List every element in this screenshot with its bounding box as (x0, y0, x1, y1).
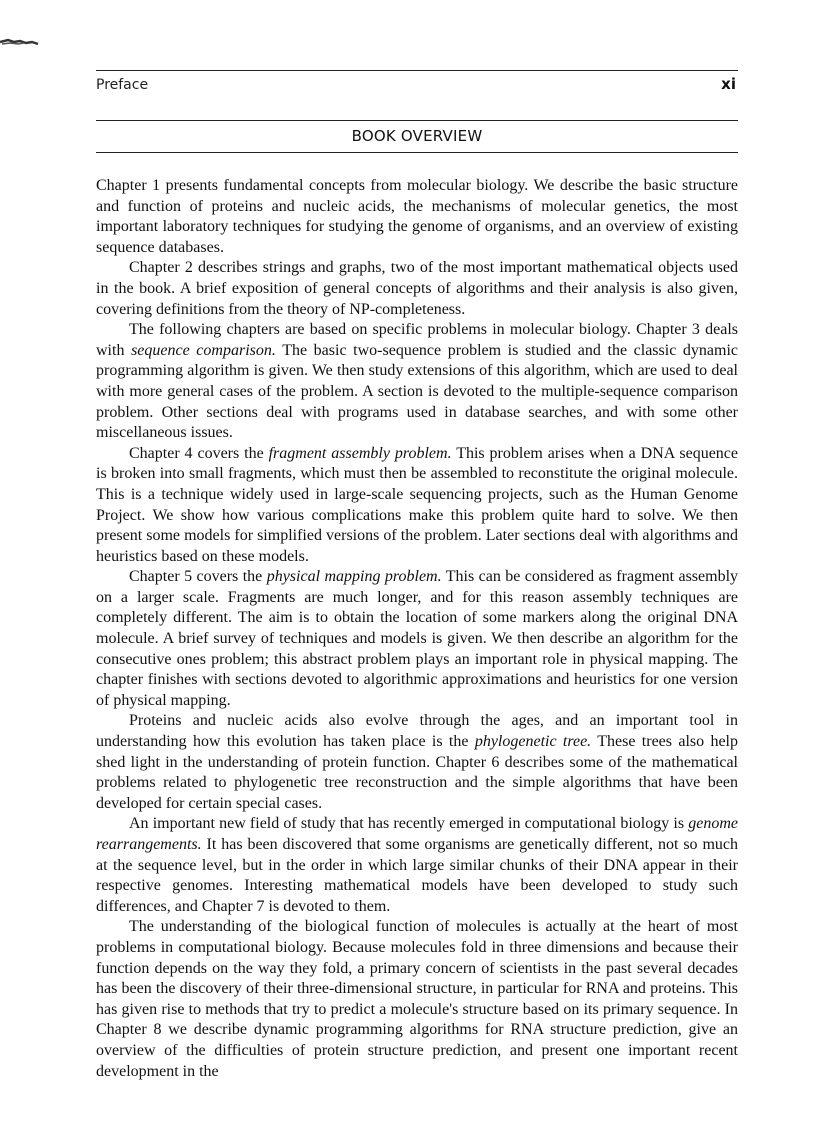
emphasized-term: physical mapping problem. (266, 568, 442, 586)
body-paragraph (96, 814, 738, 917)
section-rule-bottom (96, 152, 738, 153)
body-paragraph (96, 320, 738, 444)
body-paragraph (96, 567, 738, 711)
page-number: xi (721, 75, 736, 93)
paragraph-text: An important new field of study that has recently emerged in computational biology is (129, 815, 689, 833)
paragraph-text: These trees also help shed light in the understanding of protein function. Chapter 6 describes some of the mathematical problems related to phylogenetic tree reconstruction and the simple algorithms that have been developed for certain special cases. (96, 733, 739, 812)
paragraph-text: Chapter 1 presents fundamental concepts from molecular biology. We describe the basic structure and function of proteins and nucleic acids, the mechanisms of molecular genetics, the most important laboratory techniques for studying the genome of organisms, and an overview of existing sequence databases. (96, 177, 738, 256)
body-text (96, 176, 738, 1082)
emphasized-term: fragment assembly problem. (268, 444, 452, 462)
body-paragraph (96, 711, 738, 814)
running-head (96, 66, 738, 102)
body-paragraph (96, 258, 738, 320)
paragraph-text: This can be considered as fragment assembly on a larger scale. Fragments are much longer, and for this reason assembly techniques are completely different. The aim is to obtain the location of some markers along the original DNA molecule. A brief survey of techniques and models is given. We then describe an algorithm for the consecutive ones problem; this abstract problem plays an important role in physical mapping. The chapter finishes with sections devoted to algorithmic approximations and heuristics for one version of physical mapping. (96, 568, 739, 709)
running-head-chapter: Preface (96, 77, 149, 93)
paragraph-text: It has been discovered that some organisms are genetically different, not so much at the sequence level, but in the order in which large similar chunks of their DNA appear in their respective genomes. Interesting mathematical models have been developed to study such differences, and Chapter 7 is devoted to them. (96, 836, 738, 915)
section-title: BOOK OVERVIEW (351, 127, 483, 145)
emphasized-term: sequence comparison. (131, 341, 276, 359)
scan-artifact-mark (0, 38, 40, 46)
paragraph-text: Chapter 4 covers the (129, 444, 269, 462)
emphasized-term: genome rearrangements. (96, 815, 738, 853)
paragraph-text: Chapter 2 describes strings and graphs, two of the most important mathematical objects used in the book. A brief exposition of general concepts of algorithms and their analysis is also given, covering definitions from the theory of NP-completeness. (96, 259, 738, 318)
paragraph-text: Proteins and nucleic acids also evolve through the ages, and an important tool in understanding how this evolution has taken place is the (96, 712, 738, 751)
section-rule-top (96, 120, 738, 121)
paragraph-text: Chapter 5 covers the (129, 568, 267, 586)
section-heading (96, 120, 738, 154)
body-paragraph (96, 917, 738, 1082)
paragraph-text: The following chapters are based on specific problems in molecular biology. Chapter 3 deals with (96, 321, 738, 359)
running-head-rule (96, 70, 738, 71)
paragraph-text: This problem arises when a DNA sequence is broken into small fragments, which must then be assembled to reconstitute the original molecule. This is a technique widely used in large-scale sequencing projects, such as the Human Genome Project. We show how various complications make this problem quite hard to solve. We then present some models for simplified versions of the problem. Later sections deal with algorithms and heuristics based on these models. (96, 444, 739, 565)
body-paragraph (96, 176, 738, 258)
paragraph-text: The basic two-sequence problem is studied and the classic dynamic programming algorithm is given. We then study extensions of this algorithm, which are used to deal with more general cases of the problem. A section is devoted to the multiple-sequence comparison problem. Other sections deal with programs used in database searches, and with some other miscellaneous issues. (96, 341, 739, 442)
paragraph-text: The understanding of the biological function of molecules is actually at the heart of most problems in computational biology. Because molecules fold in three dimensions and because their function depends on the way they fold, a primary concern of scientists in the past several decades has been the discovery of their three-dimensional structure, in particular for RNA and proteins. This has given rise to methods that try to predict a molecule's structure based on its primary sequence. In Chapter 8 we describe dynamic programming algorithms for RNA structure prediction, give an overview of the difficulties of protein structure prediction, and present one important recent development in the (96, 918, 738, 1080)
body-paragraph (96, 444, 738, 568)
emphasized-term: phylogenetic tree. (474, 733, 592, 751)
